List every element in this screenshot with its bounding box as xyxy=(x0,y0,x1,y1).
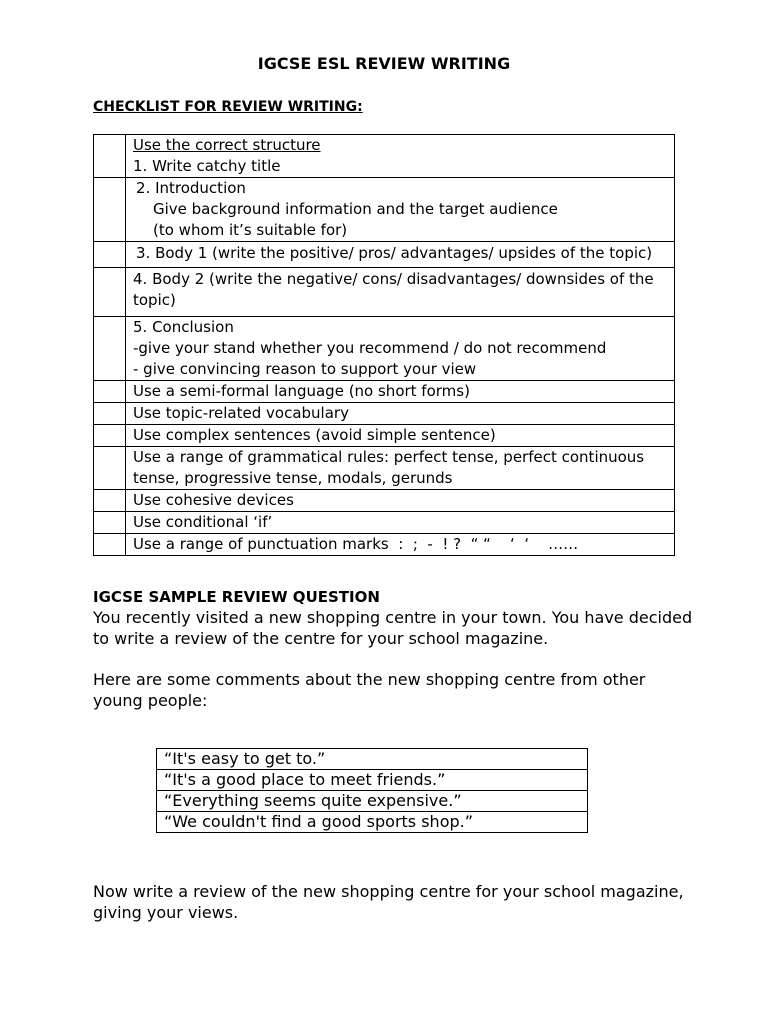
checkbox-cell[interactable] xyxy=(94,178,126,242)
checklist-row xyxy=(94,447,675,490)
structure-item-body-1: 3. Body 1 (write the positive/ pros/ advantages/ upsides of the topic) xyxy=(136,244,653,262)
checkbox-cell[interactable] xyxy=(94,242,126,268)
checklist-text-cell xyxy=(126,381,675,403)
checklist-row xyxy=(94,534,675,556)
comments-intro: Here are some comments about the new shopping centre from other young people: xyxy=(93,670,646,710)
structure-item-introduction: 2. Introduction xyxy=(136,179,246,197)
checklist-row xyxy=(94,425,675,447)
comment-row xyxy=(157,749,588,770)
checkbox-cell[interactable] xyxy=(94,268,126,317)
checkbox-cell[interactable] xyxy=(94,403,126,425)
checkbox-cell[interactable] xyxy=(94,381,126,403)
checklist-row xyxy=(94,381,675,403)
comment-cell: “It's a good place to meet friends.” xyxy=(157,770,588,791)
checklist-item: Use cohesive devices xyxy=(133,491,294,509)
question-text: You recently visited a new shopping centre in your town. You have decided to write a review of the centre for your school magazine. xyxy=(93,608,693,648)
conclusion-detail: -give your stand whether you recommend / do not recommend xyxy=(133,339,607,357)
checklist-item: Use a semi-formal language (no short forms) xyxy=(133,382,470,400)
comment-row xyxy=(157,791,588,812)
writing-instruction: Now write a review of the new shopping centre for your school magazine, giving your views. xyxy=(93,882,684,922)
checkbox-cell[interactable] xyxy=(94,317,126,381)
checklist-row xyxy=(94,317,675,381)
checklist-text-cell xyxy=(126,178,675,242)
structure-item-body-2: 4. Body 2 (write the negative/ cons/ disadvantages/ downsides of the topic) xyxy=(133,270,654,309)
checklist-table xyxy=(93,134,675,556)
comment-row xyxy=(157,812,588,833)
checklist-text-cell xyxy=(126,534,675,556)
checklist-row xyxy=(94,403,675,425)
introduction-detail: (to whom it’s suitable for) xyxy=(153,221,348,239)
checklist-text-cell xyxy=(126,490,675,512)
comment-cell: “We couldn't find a good sports shop.” xyxy=(157,812,588,833)
checklist-row xyxy=(94,490,675,512)
comment-row xyxy=(157,770,588,791)
checklist-text-cell xyxy=(126,135,675,178)
checkbox-cell[interactable] xyxy=(94,490,126,512)
checklist-item: Use topic-related vocabulary xyxy=(133,404,349,422)
document-title: IGCSE ESL REVIEW WRITING xyxy=(257,54,511,73)
checklist-text-cell xyxy=(126,403,675,425)
checkbox-cell[interactable] xyxy=(94,425,126,447)
checklist-row xyxy=(94,178,675,242)
checklist-row xyxy=(94,268,675,317)
structure-heading: Use the correct structure xyxy=(133,136,321,154)
comments-table xyxy=(156,748,588,833)
checklist-item: Use conditional ‘if’ xyxy=(133,513,273,531)
structure-item-title: 1. Write catchy title xyxy=(133,157,281,175)
checklist-row xyxy=(94,512,675,534)
checklist-item: Use a range of punctuation marks : ; - ! ? “ “ ‘ ‘ …… xyxy=(133,535,579,553)
checklist-item: Use a range of grammatical rules: perfect tense, perfect continuous tense, progressive tense, modals, gerunds xyxy=(133,448,645,487)
checkbox-cell[interactable] xyxy=(94,534,126,556)
checklist-text-cell xyxy=(126,242,675,268)
introduction-detail: Give background information and the target audience xyxy=(153,200,558,218)
checkbox-cell[interactable] xyxy=(94,135,126,178)
checkbox-cell[interactable] xyxy=(94,447,126,490)
checklist-row xyxy=(94,242,675,268)
checklist-text-cell xyxy=(126,268,675,317)
sample-question-heading: IGCSE SAMPLE REVIEW QUESTION xyxy=(93,588,380,606)
checklist-row xyxy=(94,135,675,178)
conclusion-detail: - give convincing reason to support your view xyxy=(133,360,477,378)
checklist-text-cell xyxy=(126,447,675,490)
comment-cell: “Everything seems quite expensive.” xyxy=(157,791,588,812)
checklist-item: Use complex sentences (avoid simple sentence) xyxy=(133,426,496,444)
checklist-text-cell xyxy=(126,512,675,534)
checklist-text-cell xyxy=(126,317,675,381)
checklist-heading: CHECKLIST FOR REVIEW WRITING: xyxy=(93,99,363,115)
comment-cell: “It's easy to get to.” xyxy=(157,749,588,770)
structure-item-conclusion: 5. Conclusion xyxy=(133,318,234,336)
checkbox-cell[interactable] xyxy=(94,512,126,534)
checklist-text-cell xyxy=(126,425,675,447)
